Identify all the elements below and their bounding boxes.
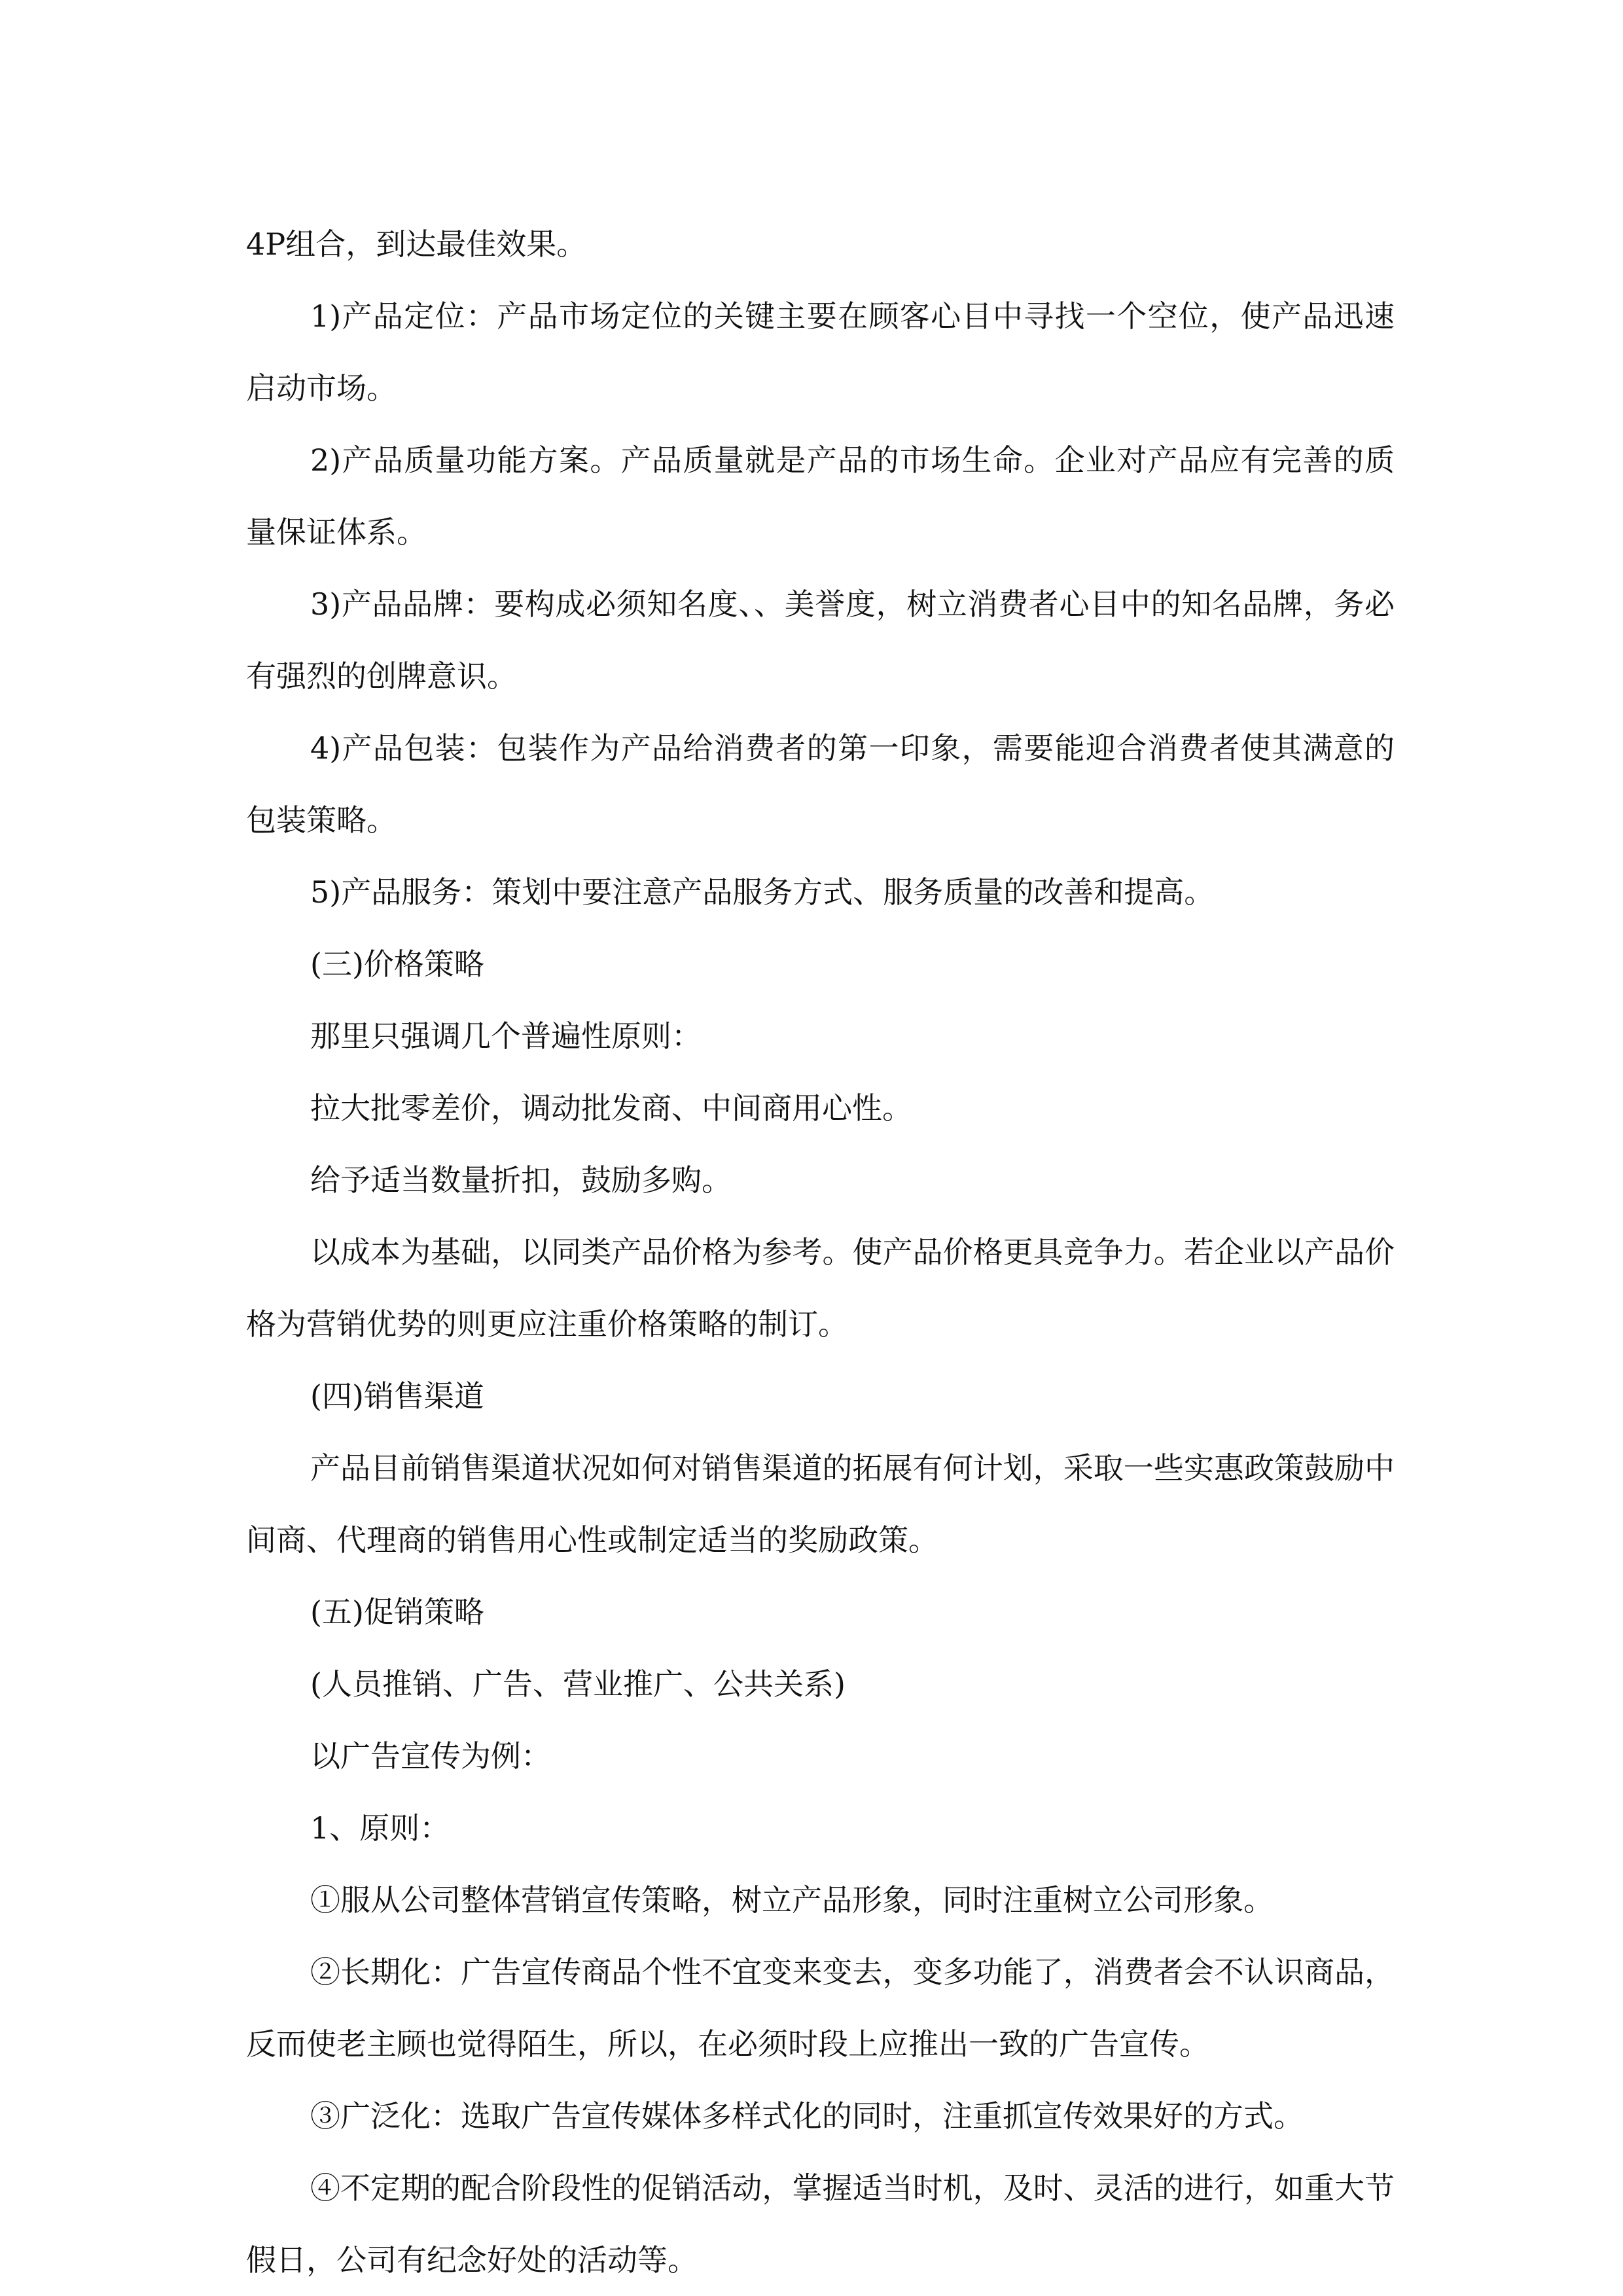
paragraph-principle-3: ③广泛化：选取广告宣传媒体多样式化的同时，注重抓宣传效果好的方式。 xyxy=(310,2098,1304,2134)
heading-principles: 1、原则： xyxy=(310,1810,450,1846)
paragraph-sales-channel: 产品目前销售渠道状况如何对销售渠道的拓展有何计划，采取一些实惠政策鼓励中间商、代理商的销售用心性或制定适当的奖励政策。 xyxy=(246,1450,1395,1558)
paragraph-product-brand: 3)产品品牌：要构成必须知名度、、美誉度，树立消费者心目中的知名品牌，务必有强烈的创牌意识。 xyxy=(246,586,1395,694)
paragraph-price-discount: 给予适当数量折扣，鼓励多购。 xyxy=(310,1162,732,1198)
heading-promotion-strategy: (五)促销策略 xyxy=(310,1594,484,1630)
heading-price-strategy: (三)价格策略 xyxy=(310,946,484,982)
heading-sales-channel: (四)销售渠道 xyxy=(310,1378,484,1414)
document-body xyxy=(246,208,1395,2296)
paragraph-product-packaging: 4)产品包装：包装作为产品给消费者的第一印象，需要能迎合消费者使其满意的包装策略。 xyxy=(246,730,1395,838)
paragraph-price-cost-basis: 以成本为基础，以同类产品价格为参考。使产品价格更具竞争力。若企业以产品价格为营销优势的则更应注重价格策略的制订。 xyxy=(246,1234,1395,1342)
paragraph-principle-2: ②长期化：广告宣传商品个性不宜变来变去，变多功能了，消费者会不认识商品，反而使老主顾也觉得陌生，所以，在必须时段上应推出一致的广告宣传。 xyxy=(246,1954,1395,2062)
paragraph-promotion-types: (人员推销、广告、营业推广、公共关系) xyxy=(310,1666,846,1702)
paragraph-product-quality: 2)产品质量功能方案。产品质量就是产品的市场生命。企业对产品应有完善的质量保证体系。 xyxy=(246,442,1395,550)
paragraph-product-positioning: 1)产品定位：产品市场定位的关键主要在顾客心目中寻找一个空位，使产品迅速启动市场。 xyxy=(246,298,1395,406)
paragraph-principle-1: ①服从公司整体营销宣传策略，树立产品形象，同时注重树立公司形象。 xyxy=(310,1882,1274,1918)
paragraph-principle-4: ④不定期的配合阶段性的促销活动，掌握适当时机，及时、灵活的进行，如重大节假日，公司有纪念好处的活动等。 xyxy=(246,2170,1395,2278)
paragraph-price-principles-intro: 那里只强调几个普遍性原则： xyxy=(310,1018,702,1054)
paragraph-price-margin: 拉大批零差价，调动批发商、中间商用心性。 xyxy=(310,1090,912,1126)
paragraph-advertising-example: 以广告宣传为例： xyxy=(310,1738,551,1774)
paragraph-product-service: 5)产品服务：策划中要注意产品服务方式、服务质量的改善和提高。 xyxy=(310,874,1215,910)
paragraph-4p-summary: 4P组合，到达最佳效果。 xyxy=(246,226,587,262)
